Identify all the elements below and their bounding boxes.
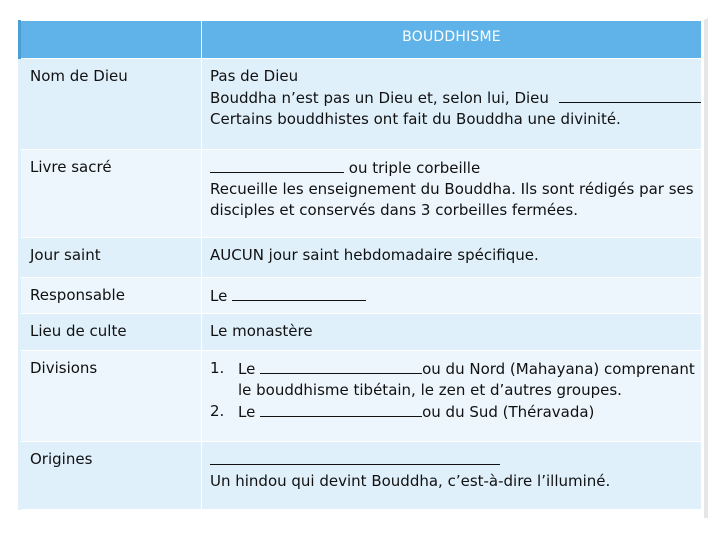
text-line: Pas de Dieu: [210, 67, 299, 85]
row-label-lieu-de-culte: Lieu de culte: [20, 314, 202, 351]
text-line: Un hindou qui devint Bouddha, c’est-à-dire l’illuminé.: [210, 472, 611, 490]
text-line: AUCUN jour saint hebdomadaire spécifique.: [210, 246, 539, 264]
row-content-divisions: [202, 351, 702, 442]
text-fragment: Le: [210, 287, 233, 305]
text-line: Le monastère: [210, 322, 313, 340]
row-content-nom-de-dieu: [202, 59, 702, 150]
comparison-table-container: [18, 18, 708, 518]
text-line-with-blank: [210, 87, 695, 109]
text-line: le bouddhisme tibétain, le zen et d’autres groupes.: [238, 381, 622, 399]
table-row-livre-sacre: [20, 150, 702, 238]
row-label-origines: Origines: [20, 442, 202, 510]
row-label-divisions: Divisions: [20, 351, 202, 442]
text-fragment: ou du Sud (Théravada): [422, 403, 595, 421]
row-content-origines: [202, 442, 702, 510]
table-row-divisions: [20, 351, 702, 442]
bouddhisme-table: [18, 20, 702, 510]
text-fragment: Le: [238, 360, 261, 378]
row-content-responsable: [202, 278, 702, 314]
list-number: 2.: [210, 402, 225, 420]
row-content-livre-sacre: [202, 150, 702, 238]
table-row-lieu-de-culte: [20, 314, 702, 351]
text-line: Recueille les enseignement du Bouddha. Ils sont rédigés par ses: [210, 180, 694, 198]
text-line-with-blank: [238, 401, 695, 423]
fill-in-blank: [210, 157, 344, 173]
row-label-livre-sacre: Livre sacré: [20, 150, 202, 238]
row-label-nom-de-dieu: Nom de Dieu: [20, 59, 202, 150]
header-title-bouddhisme: BOUDDHISME: [202, 21, 702, 59]
list-item: [210, 358, 695, 401]
text-line-with-blank: [210, 285, 695, 307]
divisions-list: [210, 358, 695, 423]
row-content-jour-saint: [202, 238, 702, 278]
text-fragment: ou du Nord (Mahayana) comprenant: [422, 360, 695, 378]
list-item: [210, 401, 695, 423]
text-line: Certains bouddhistes ont fait du Bouddha une divinité.: [210, 110, 621, 128]
text-fragment: Le: [238, 403, 261, 421]
text-line: disciples et conservés dans 3 corbeilles fermées.: [210, 201, 578, 219]
fill-in-blank: [559, 87, 701, 103]
text-line-with-blank: [210, 157, 695, 179]
text-fragment: Bouddha n’est pas un Dieu et, selon lui, Dieu: [210, 89, 549, 107]
fill-in-blank: [260, 401, 422, 417]
row-label-jour-saint: Jour saint: [20, 238, 202, 278]
text-fragment: ou triple corbeille: [344, 159, 481, 177]
table-row-jour-saint: [20, 238, 702, 278]
text-line-with-blank: [238, 358, 695, 380]
table-row-nom-de-dieu: [20, 59, 702, 150]
header-empty-cell: [20, 21, 202, 59]
fill-in-blank: [260, 358, 422, 374]
fill-in-blank: [232, 285, 366, 301]
fill-in-blank-line: [210, 449, 695, 471]
table-row-origines: [20, 442, 702, 510]
table-row-responsable: [20, 278, 702, 314]
row-content-lieu-de-culte: [202, 314, 702, 351]
table-header-row: [20, 21, 702, 59]
list-number: 1.: [210, 359, 225, 377]
row-label-responsable: Responsable: [20, 278, 202, 314]
fill-in-blank: [210, 449, 500, 465]
